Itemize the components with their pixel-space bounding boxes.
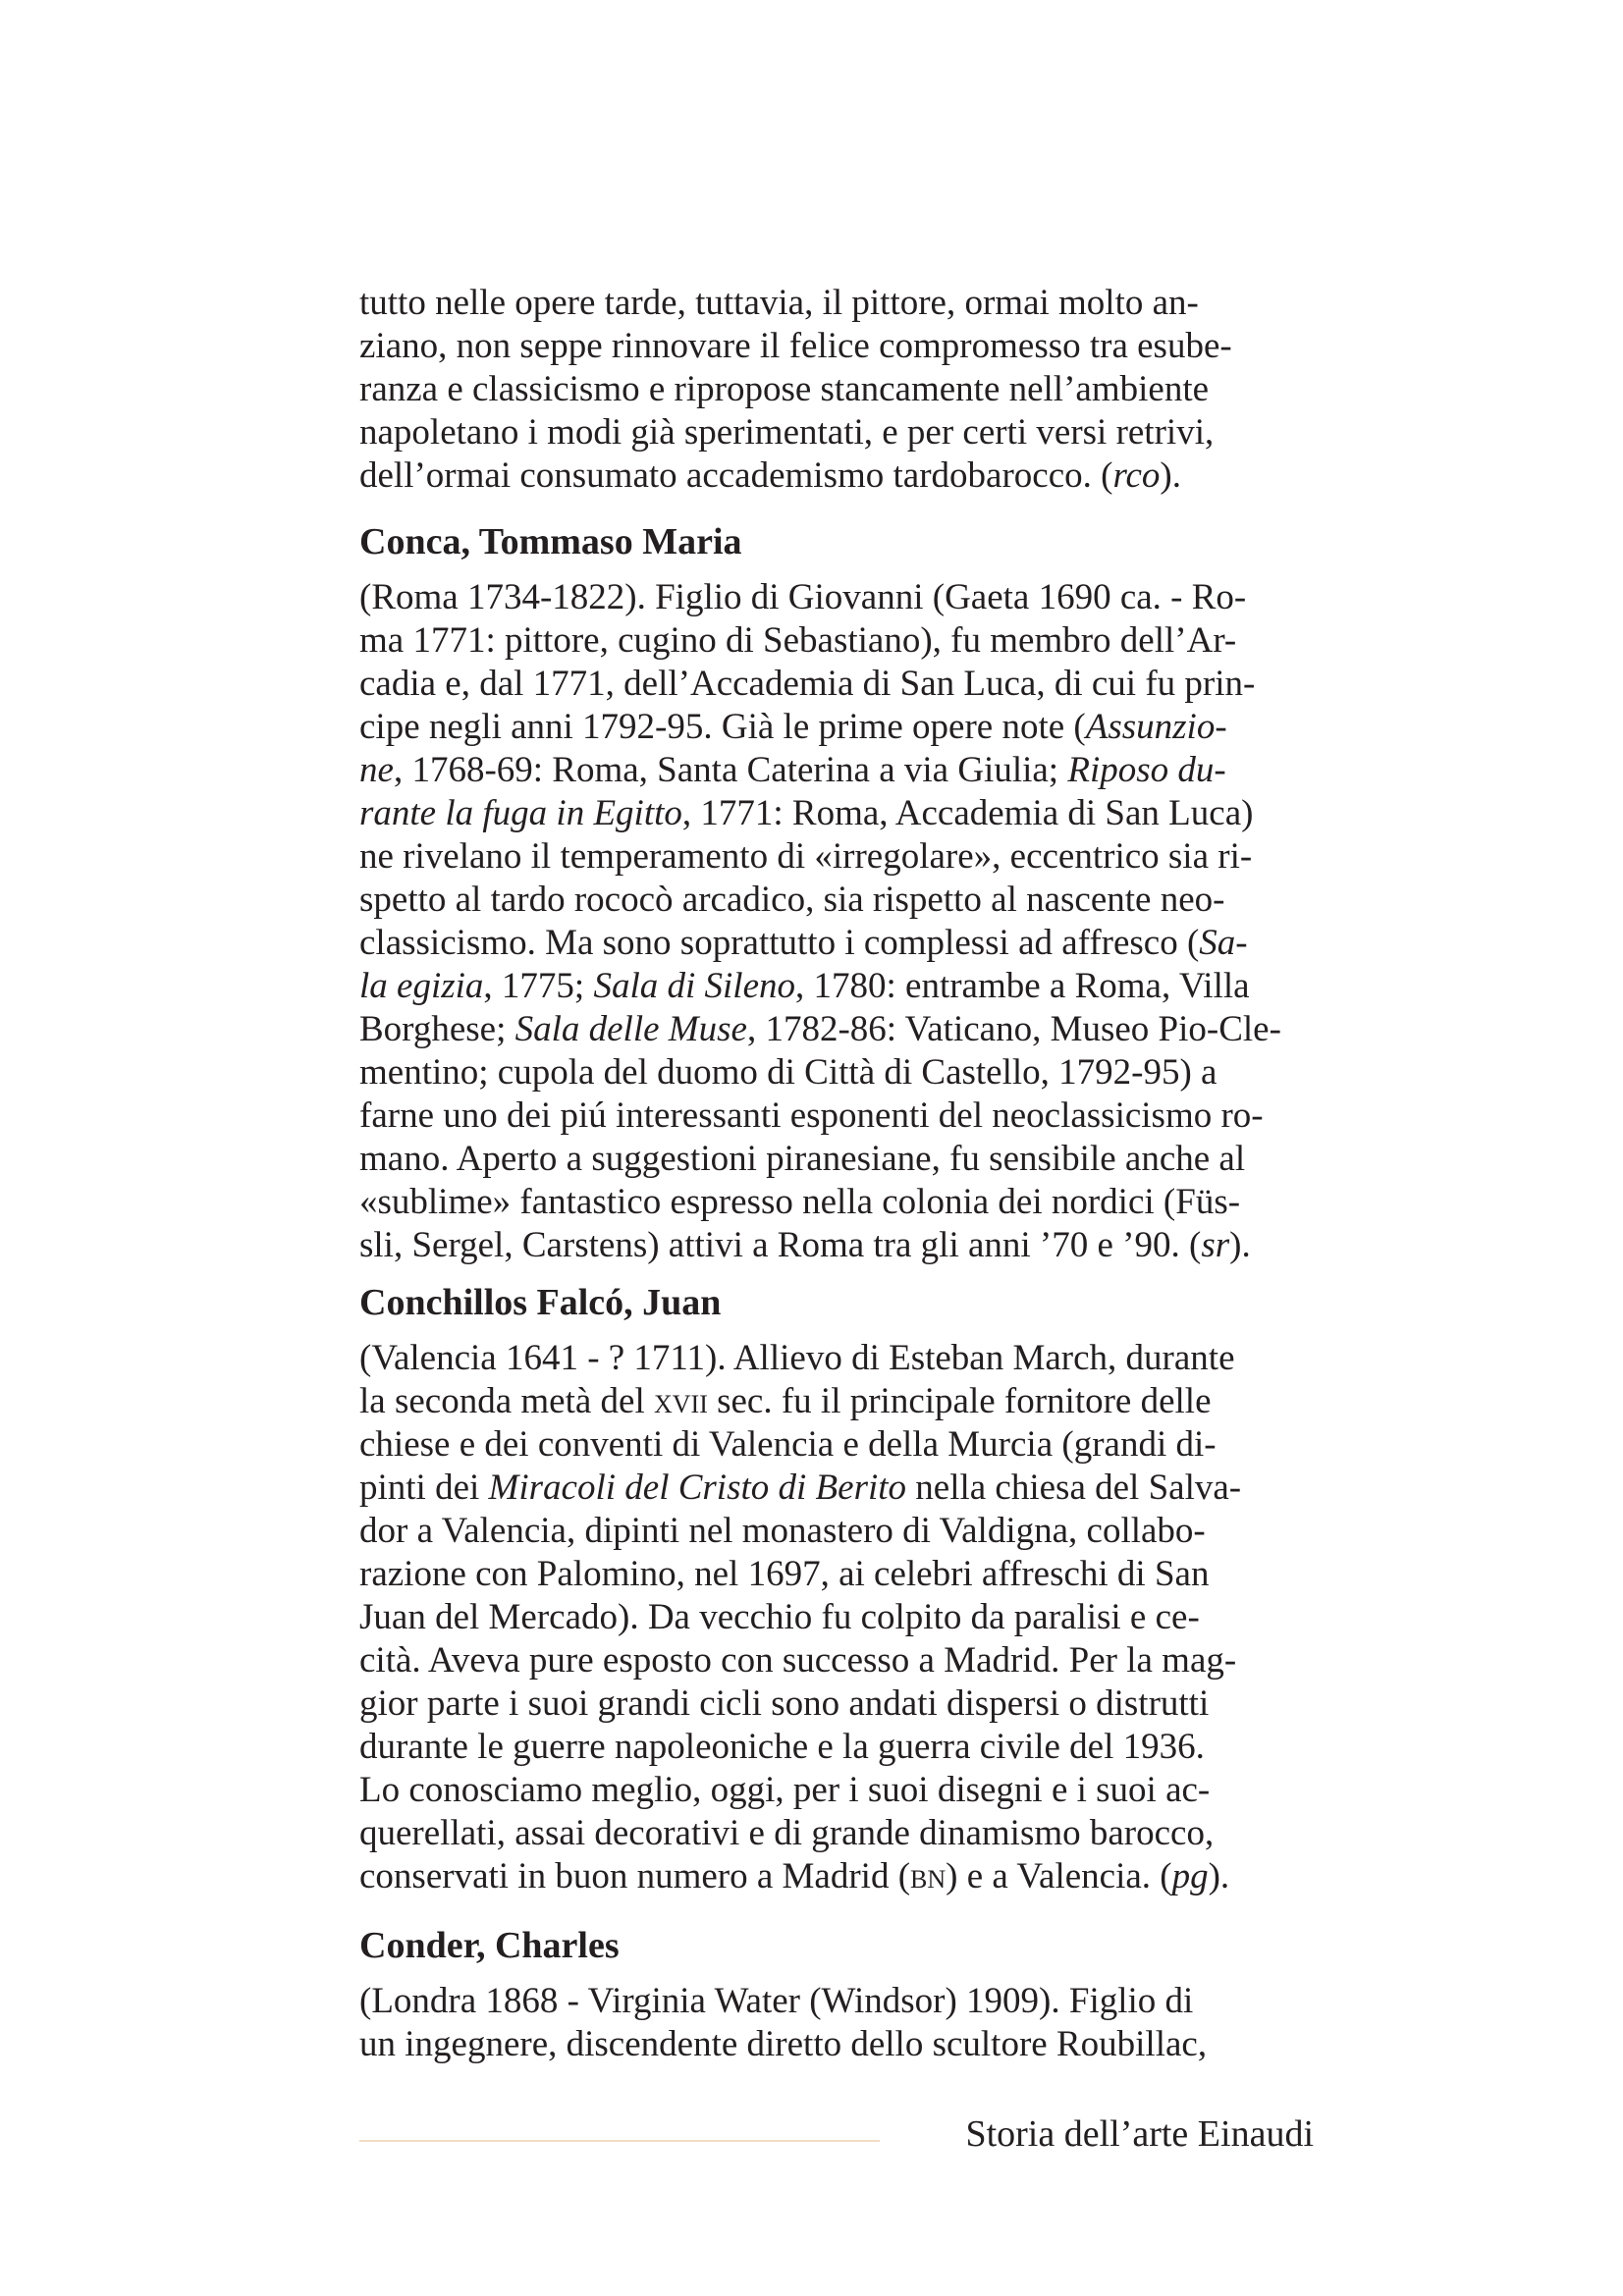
text-line: ziano, non seppe rinnovare il felice compromesso tra esube- (359, 326, 1232, 366)
text-line: gior parte i suoi grandi cicli sono andati dispersi o distrutti (359, 1683, 1210, 1724)
artwork-title: la egizia (359, 966, 484, 1006)
text-run: sec. fu il principale fornitore delle (707, 1381, 1212, 1421)
footer-rule (359, 2140, 880, 2142)
text-line: cità. Aveva pure esposto con successo a Madrid. Per la mag- (359, 1640, 1237, 1681)
text-line: napoletano i modi già sperimentati, e per certi versi retrivi, (359, 412, 1215, 453)
author-signature: pg (1171, 1856, 1209, 1896)
text-line (359, 1380, 1314, 1423)
text-run: ) e a Valencia. ( (946, 1856, 1172, 1896)
artwork-title: Assunzio- (1085, 707, 1227, 747)
text-line (359, 1008, 1314, 1051)
text-run: classicismo. Ma sono soprattutto i complessi ad affresco ( (359, 923, 1200, 963)
text-run: conservati in buon numero a Madrid ( (359, 1856, 911, 1896)
text-line: tutto nelle opere tarde, tuttavia, il pittore, ormai molto an- (359, 283, 1199, 323)
entry-heading: Conchillos Falcó, Juan (359, 1282, 722, 1323)
artwork-title: Miracoli del Cristo di Berito (488, 1468, 907, 1508)
author-signature: rco (1112, 455, 1161, 496)
text-line: farne uno dei piú interessanti esponenti del neoclassicismo ro- (359, 1095, 1264, 1136)
entry-body (359, 576, 1314, 1267)
text-line (359, 749, 1314, 792)
artwork-title: Sa- (1199, 923, 1248, 963)
entry-body (359, 1337, 1314, 1898)
text-line: ranza e classicismo e ripropose stancamente nell’ambiente (359, 369, 1210, 409)
century-numeral: xvii (653, 1381, 708, 1421)
text-line (359, 1855, 1314, 1898)
text-run: dell’ormai consumato accademismo tardobarocco. ( (359, 455, 1113, 496)
artwork-title: rante la fuga in Egitto (359, 793, 682, 833)
text-run: la seconda metà del (359, 1381, 654, 1421)
text-run: ). (1229, 1225, 1251, 1265)
text-line (359, 454, 1314, 498)
text-line (359, 1467, 1314, 1510)
text-line: ma 1771: pittore, cugino di Sebastiano), fu membro dell’Ar- (359, 620, 1237, 661)
intro-paragraph (359, 282, 1314, 498)
text-line: querellati, assai decorativi e di grande dinamismo barocco, (359, 1813, 1215, 1853)
text-line: dor a Valencia, dipinti nel monastero di Valdigna, collabo- (359, 1511, 1206, 1551)
text-line: spetto al tardo rococò arcadico, sia rispetto al nascente neo- (359, 880, 1225, 920)
footer-title: Storia dell’arte Einaudi (965, 2113, 1314, 2155)
entry-heading: Conca, Tommaso Maria (359, 521, 742, 562)
text-line: un ingegnere, discendente diretto dello scultore Roubillac, (359, 2024, 1208, 2064)
text-line: ne rivelano il temperamento di «irregolare», eccentrico sia ri- (359, 836, 1253, 877)
text-line (359, 965, 1314, 1008)
text-run: Borghese; (359, 1009, 515, 1049)
text-run: , 1771: Roma, Accademia di San Luca) (681, 793, 1254, 833)
text-line: mano. Aperto a suggestioni piranesiane, fu sensibile anche al (359, 1139, 1246, 1179)
text-line: «sublime» fantastico espresso nella colonia dei nordici (Füs- (359, 1182, 1241, 1222)
text-line (359, 792, 1314, 835)
artwork-title: ne (359, 750, 394, 790)
text-line: (Londra 1868 - Virginia Water (Windsor) 1909). Figlio di (359, 1981, 1194, 2021)
text-run: nella chiesa del Salva- (906, 1468, 1242, 1508)
text-run: cipe negli anni 1792-95. Già le prime opere note ( (359, 707, 1086, 747)
text-line (359, 922, 1314, 965)
text-run: pinti dei (359, 1468, 489, 1508)
entry-heading: Conder, Charles (359, 1925, 620, 1966)
library-abbreviation: bn (910, 1856, 947, 1896)
text-run: ). (1208, 1856, 1230, 1896)
artwork-title: Sala delle Muse (514, 1009, 747, 1049)
author-signature: sr (1201, 1225, 1230, 1265)
text-line (359, 1224, 1314, 1267)
text-line: Lo conosciamo meglio, oggi, per i suoi disegni e i suoi ac- (359, 1770, 1211, 1810)
text-line: razione con Palomino, nel 1697, ai celebri affreschi di San (359, 1554, 1210, 1594)
text-line: Juan del Mercado). Da vecchio fu colpito da paralisi e ce- (359, 1597, 1200, 1637)
text-run: , 1780: entrambe a Roma, Villa (795, 966, 1250, 1006)
text-line: mentino; cupola del duomo di Città di Castello, 1792-95) a (359, 1052, 1217, 1093)
entry-body (359, 1980, 1314, 2066)
text-line: (Roma 1734-1822). Figlio di Giovanni (Gaeta 1690 ca. - Ro- (359, 577, 1247, 617)
text-line: durante le guerre napoleoniche e la guerra civile del 1936. (359, 1727, 1205, 1767)
text-line: (Valencia 1641 - ? 1711). Allievo di Esteban March, durante (359, 1338, 1235, 1378)
text-run: sli, Sergel, Carstens) attivi a Roma tra gli anni ’70 e ’90. ( (359, 1225, 1202, 1265)
text-line: cadia e, dal 1771, dell’Accademia di San Luca, di cui fu prin- (359, 664, 1256, 704)
text-line (359, 706, 1314, 749)
text-run: , 1768-69: Roma, Santa Caterina a via Giulia; (393, 750, 1068, 790)
text-run: ). (1160, 455, 1181, 496)
text-run: , 1782-86: Vaticano, Museo Pio-Cle- (746, 1009, 1281, 1049)
artwork-title: Riposo du- (1067, 750, 1226, 790)
text-line: chiese e dei conventi di Valencia e della Murcia (grandi di- (359, 1424, 1217, 1465)
artwork-title: Sala di Sileno (593, 966, 795, 1006)
text-run: , 1775; (483, 966, 594, 1006)
